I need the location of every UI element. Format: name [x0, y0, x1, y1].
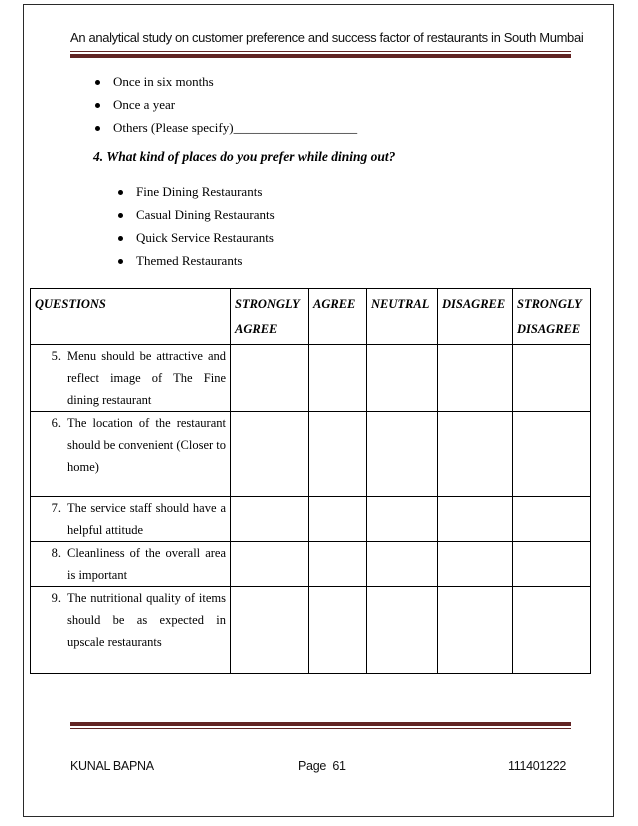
table-row: [31, 587, 591, 674]
question-cell: 7. The service staff should have a helpful attitude: [31, 497, 231, 542]
disagree-cell[interactable]: [438, 497, 513, 542]
table-row: [31, 542, 591, 587]
agree-cell[interactable]: [309, 497, 367, 542]
bullet-icon: [95, 103, 100, 108]
strongly-agree-cell[interactable]: [231, 345, 309, 412]
header-disagree: DISAGREE: [438, 289, 513, 345]
strongly-agree-cell[interactable]: [231, 412, 309, 497]
table-row: [31, 497, 591, 542]
disagree-cell[interactable]: [438, 587, 513, 674]
strongly-agree-cell[interactable]: [231, 587, 309, 674]
table-row: [31, 412, 591, 497]
page-label: Page: [298, 759, 326, 773]
header-rule-thick: [70, 54, 571, 58]
question-cell: 9. The nutritional quality of items should be as expected in upscale restaurants: [31, 587, 231, 674]
strongly-disagree-cell[interactable]: [513, 412, 591, 497]
bullet-icon: [118, 213, 123, 218]
footer-rule-thin: [70, 728, 571, 729]
header-strongly-agree: STRONGLY AGREE: [231, 289, 309, 345]
table-header-row: [31, 289, 591, 345]
strongly-agree-cell[interactable]: [231, 497, 309, 542]
page-number: 61: [332, 759, 346, 773]
neutral-cell[interactable]: [367, 587, 438, 674]
neutral-cell[interactable]: [367, 412, 438, 497]
strongly-agree-cell[interactable]: [231, 542, 309, 587]
strongly-disagree-cell[interactable]: [513, 542, 591, 587]
agree-cell[interactable]: [309, 412, 367, 497]
agree-cell[interactable]: [309, 587, 367, 674]
neutral-cell[interactable]: [367, 497, 438, 542]
strongly-disagree-cell[interactable]: [513, 345, 591, 412]
header-rule-thin: [70, 51, 571, 52]
survey-table: [30, 288, 591, 674]
strongly-disagree-cell[interactable]: [513, 587, 591, 674]
neutral-cell[interactable]: [367, 345, 438, 412]
footer-page: [298, 759, 346, 773]
footer-id: 111401222: [508, 759, 567, 773]
header-questions: QUESTIONS: [31, 289, 231, 345]
bullet-icon: [95, 126, 100, 131]
header-neutral: NEUTRAL: [367, 289, 438, 345]
question-cell: 6. The location of the restaurant should be convenient (Closer to home): [31, 412, 231, 497]
question-cell: 8. Cleanliness of the overall area is important: [31, 542, 231, 587]
bullet-icon: [118, 236, 123, 241]
footer-rule-thick: [70, 722, 571, 726]
agree-cell[interactable]: [309, 542, 367, 587]
disagree-cell[interactable]: [438, 412, 513, 497]
neutral-cell[interactable]: [367, 542, 438, 587]
bullet-icon: [118, 190, 123, 195]
bullet-icon: [95, 80, 100, 85]
question-4-heading: 4. What kind of places do you prefer while dining out?: [93, 149, 396, 164]
strongly-disagree-cell[interactable]: [513, 497, 591, 542]
header-title: An analytical study on customer preference and success factor of restaurants in South Mumbai: [70, 30, 584, 45]
table-row: [31, 345, 591, 412]
header-strongly-disagree: STRONGLY DISAGREE: [513, 289, 591, 345]
agree-cell[interactable]: [309, 345, 367, 412]
header-agree: AGREE: [309, 289, 367, 345]
disagree-cell[interactable]: [438, 345, 513, 412]
question-cell: 5. Menu should be attractive and reflect image of The Fine dining restaurant: [31, 345, 231, 412]
bullet-icon: [118, 259, 123, 264]
footer-author: KUNAL BAPNA: [70, 759, 154, 773]
disagree-cell[interactable]: [438, 542, 513, 587]
